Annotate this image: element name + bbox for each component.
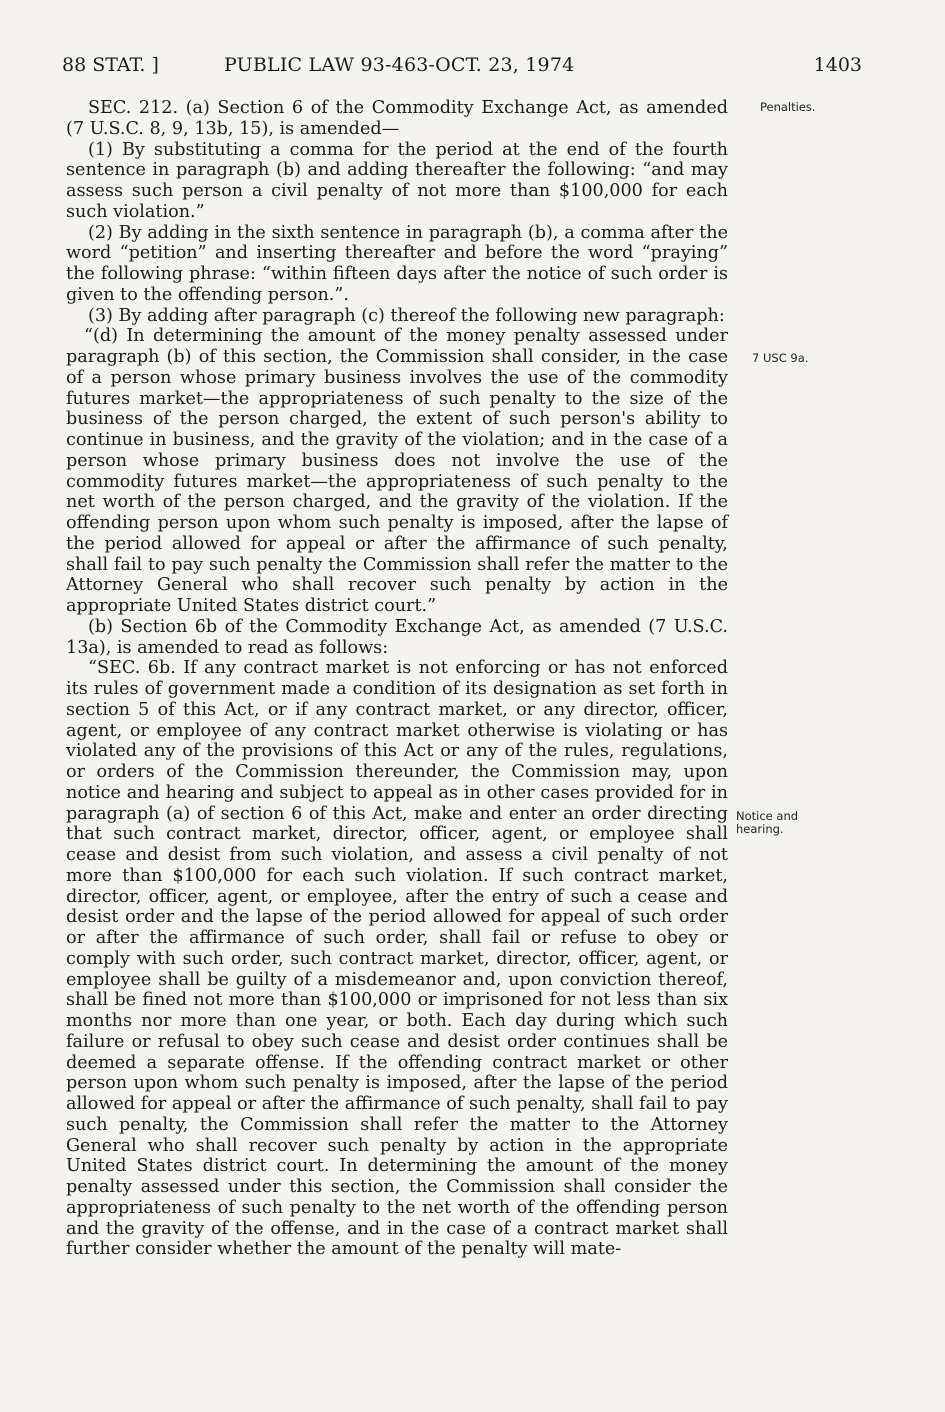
margin-note-notice-hearing: Notice and hearing. xyxy=(736,809,799,836)
section-6b-text: “SEC. 6b. If any contract market is not enforcing or has not enforced its rules of government made a condition of its designation as set forth in section 5 of this Act, or if any contract market, or any director, officer, agent, or employee of any contract market otherwise is violating or has violated any of the provisions of this Act or any of the rules, regulations, or orders of the Commission thereunder, the Commission may, upon notice and hearing and subject to appeal as in other cases provided for in paragraph (a) of section 6 of this Act, make and enter an order directing that such contract market, director, officer, agent, or employee shall cease and desist from such violation, and assess a civil penalty of not more than $100,000 for each such violation. If such contract market, director, officer, agent, or employee, after the entry of such a cease and desist order and the lapse of the period allowed for appeal of such order or after the affirmance of such order, shall fail or refuse to obey or comply with such order, such contract market, director, officer, agent, or employee shall be guilty of a misdemeanor and, upon conviction thereof, shall be fined not more than $100,000 or imprisoned for not less than six months nor more than one year, or both. Each day during which such failure or refusal to obey such cease and desist order continues shall be deemed a separate offense. If the offending contract market or other person upon whom such penalty is imposed, after the lapse of the period allowed for appeal or after the affirmance of such penalty, shall fail to pay such penalty, the Commission shall refer the matter to the Attorney General who shall recover such penalty by action in the appropriate United States district court. In determining the amount of the money penalty assessed under this section, the Commission shall consider the appropriateness of such penalty to the net worth of the offending person and the gravity of the offense, and in the case of a contract market shall further consider whether the amount of the penalty will mate- xyxy=(66,658,728,1260)
statute-volume: 88 STAT. ] xyxy=(62,54,159,76)
body-text xyxy=(66,98,728,1260)
subsection-b: (b) Section 6b of the Commodity Exchange Act, as amended (7 U.S.C. 13a), is amended to read as follows: xyxy=(66,616,728,658)
margin-note-usc: 7 USC 9a. xyxy=(752,351,809,365)
paragraph-d: “(d) In determining the amount of the money penalty assessed under paragraph (b) of this section, the Commission shall consider, in the case of a person whose primary business involves the use of the commodity futures market—the appropriateness of such penalty to the size of the business of the person charged, the extent of such person's ability to continue in business, and the gravity of the violation; and in the case of a person whose primary business does not involve the use of the commodity futures market—the appropriateness of such penalty to the net worth of the person charged, and the gravity of the violation. If the offending person upon whom such penalty is imposed, after the lapse of the period allowed for appeal or after the affirmance of such penalty, shall fail to pay such penalty the Commission shall refer the matter to the Attorney General who shall recover such penalty by action in the appropriate United States district court.” xyxy=(66,326,728,616)
margin-note-penalties: Penalties. xyxy=(760,100,816,114)
law-title: PUBLIC LAW 93-463-OCT. 23, 1974 xyxy=(224,54,575,76)
amendment-1: (1) By substituting a comma for the period at the end of the fourth sentence in paragraph (b) and adding thereafter the following: “and may assess such person a civil penalty of not more than $100,000 for each such violation.” xyxy=(66,139,728,222)
section-212-intro: SEC. 212. (a) Section 6 of the Commodity Exchange Act, as amended (7 U.S.C. 8, 9, 13b, 15), is amended— xyxy=(66,98,728,139)
amendment-3: (3) By adding after paragraph (c) thereof the following new paragraph: xyxy=(88,305,725,326)
page-number: 1403 xyxy=(813,54,862,76)
amendment-2: (2) By adding in the sixth sentence in paragraph (b), a comma after the word “petition” and inserting thereafter and before the word “praying” the following phrase: “within fifteen days after the notice of such order is given to the offending person.”. xyxy=(66,222,728,305)
page-header xyxy=(62,54,862,80)
